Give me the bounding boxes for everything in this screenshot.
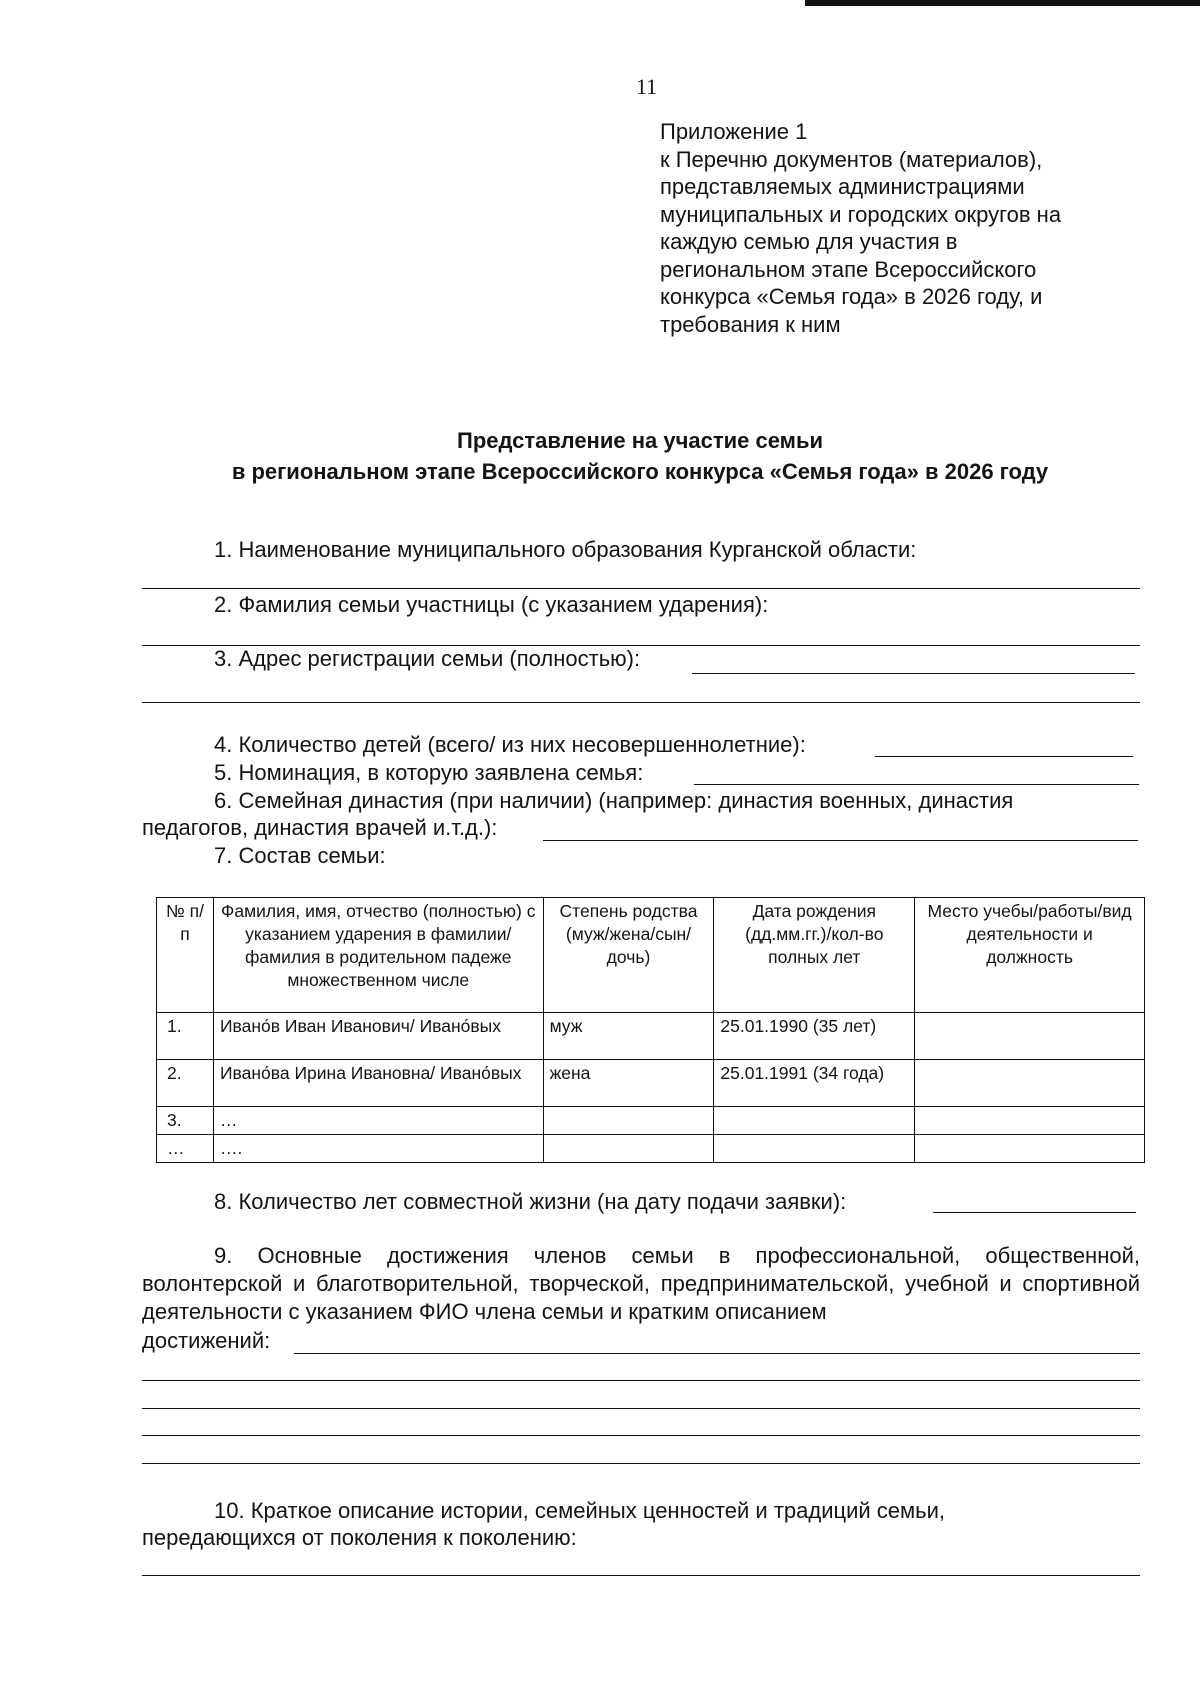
cell-relation[interactable] — [543, 1135, 714, 1163]
item-9-answer-line-5[interactable] — [142, 1463, 1140, 1464]
item-9-answer-line-2[interactable] — [142, 1380, 1140, 1381]
item-9-label-cont: достижений: — [142, 1328, 271, 1353]
cell-full-name: Ивано́ва Ирина Ивановна/ Ивано́вых — [213, 1060, 543, 1107]
cell-relation: муж — [543, 1013, 714, 1060]
item-8-label: 8. Количество лет совместной жизни (на дату подачи заявки): — [214, 1189, 847, 1214]
item-9-answer-line-4[interactable] — [142, 1435, 1140, 1436]
cell-full-name[interactable]: … — [213, 1107, 543, 1135]
item-4-label: 4. Количество детей (всего/ из них несовершеннолетние): — [214, 732, 806, 757]
item-9-label: 9. Основные достижения членов семьи в профессиональной, общественной, волонтерской и благотворительной, творческой, предпринимательской, учебной и спортивной деятельности с указанием ФИО члена семьи и кратким описанием — [142, 1243, 1140, 1324]
header-occupation: Место учебы/работы/вид деятельности и должность — [915, 898, 1145, 1013]
table-row — [157, 1107, 1145, 1135]
family-table — [156, 897, 1145, 1163]
cell-occupation[interactable] — [915, 1013, 1145, 1060]
table-row — [157, 1013, 1145, 1060]
table-row — [157, 1060, 1145, 1107]
title-line-2: в региональном этапе Всероссийского конкурса «Семья года» в 2026 году — [231, 459, 1049, 484]
item-5-answer-line[interactable] — [694, 784, 1139, 785]
cell-number: 3. — [157, 1107, 214, 1135]
cell-birth-date[interactable] — [714, 1107, 915, 1135]
cell-birth-date: 25.01.1991 (34 года) — [714, 1060, 915, 1107]
header-relation: Степень родства (муж/жена/сын/ дочь) — [543, 898, 714, 1013]
cell-relation: жена — [543, 1060, 714, 1107]
item-10-answer-line[interactable] — [142, 1575, 1140, 1576]
cell-full-name: Ивано́в Иван Иванович/ Ивано́вых — [213, 1013, 543, 1060]
cell-occupation[interactable] — [915, 1135, 1145, 1163]
page-number: 11 — [636, 74, 658, 99]
item-5-label: 5. Номинация, в которую заявлена семья: — [214, 760, 644, 785]
item-3-answer-line-2[interactable] — [142, 702, 1140, 703]
document-title — [140, 425, 1140, 487]
cell-birth-date[interactable] — [714, 1135, 915, 1163]
cell-number: 1. — [157, 1013, 214, 1060]
cell-number: 2. — [157, 1060, 214, 1107]
item-3-answer-line[interactable] — [692, 673, 1135, 674]
appendix-note — [660, 118, 1110, 338]
appendix-line: каждую семью для участия в — [660, 229, 958, 254]
appendix-line: к Перечню документов (материалов), — [660, 146, 1043, 172]
item-9-answer-line[interactable] — [294, 1353, 1140, 1354]
cell-occupation[interactable] — [915, 1107, 1145, 1135]
scan-edge-bar — [805, 0, 1200, 6]
item-6-label: 6. Семейная династия (при наличии) (например: династия военных, династия — [214, 788, 1014, 813]
appendix-line: Приложение 1 — [660, 119, 808, 144]
appendix-line: конкурса «Семья года» в 2026 году, и — [660, 284, 1043, 309]
cell-relation[interactable] — [543, 1107, 714, 1135]
cell-birth-date: 25.01.1990 (35 лет) — [714, 1013, 915, 1060]
appendix-line: региональном этапе Всероссийского — [660, 256, 1037, 282]
item-10-label-cont: передающихся от поколения к поколению: — [142, 1525, 577, 1550]
item-2-label: 2. Фамилия семьи участницы (с указанием ударения): — [214, 592, 769, 617]
item-6-answer-line[interactable] — [543, 840, 1138, 841]
cell-occupation[interactable] — [915, 1060, 1145, 1107]
table-header-row — [157, 898, 1145, 1013]
title-line-1: Представление на участие семьи — [457, 428, 823, 453]
header-birth-date: Дата рождения (дд.мм.гг.)/кол-во полных лет — [714, 898, 915, 1013]
cell-full-name[interactable]: …. — [213, 1135, 543, 1163]
item-1-label: 1. Наименование муниципального образования Курганской области: — [214, 537, 917, 562]
item-9-answer-line-3[interactable] — [142, 1408, 1140, 1409]
appendix-line: требования к ним — [660, 311, 841, 337]
header-number: № п/п — [157, 898, 214, 1013]
item-10-label: 10. Краткое описание истории, семейных ценностей и традиций семьи, — [214, 1498, 946, 1523]
cell-number: … — [157, 1135, 214, 1163]
item-8-answer-line[interactable] — [933, 1212, 1136, 1213]
item-4-answer-line[interactable] — [875, 756, 1133, 757]
appendix-line: представляемых администрациями — [660, 174, 1025, 199]
item-6-label-cont: педагогов, династия врачей и.т.д.): — [142, 815, 498, 840]
appendix-line: муниципальных и городских округов на — [660, 201, 1062, 227]
table-row — [157, 1135, 1145, 1163]
item-1-answer-line[interactable] — [142, 588, 1140, 589]
header-full-name: Фамилия, имя, отчество (полностью) с указанием ударения в фамилии/ фамилия в родительном падеже множественном числе — [213, 898, 543, 1013]
item-3-label: 3. Адрес регистрации семьи (полностью): — [214, 646, 641, 671]
item-7-label: 7. Состав семьи: — [214, 843, 386, 868]
